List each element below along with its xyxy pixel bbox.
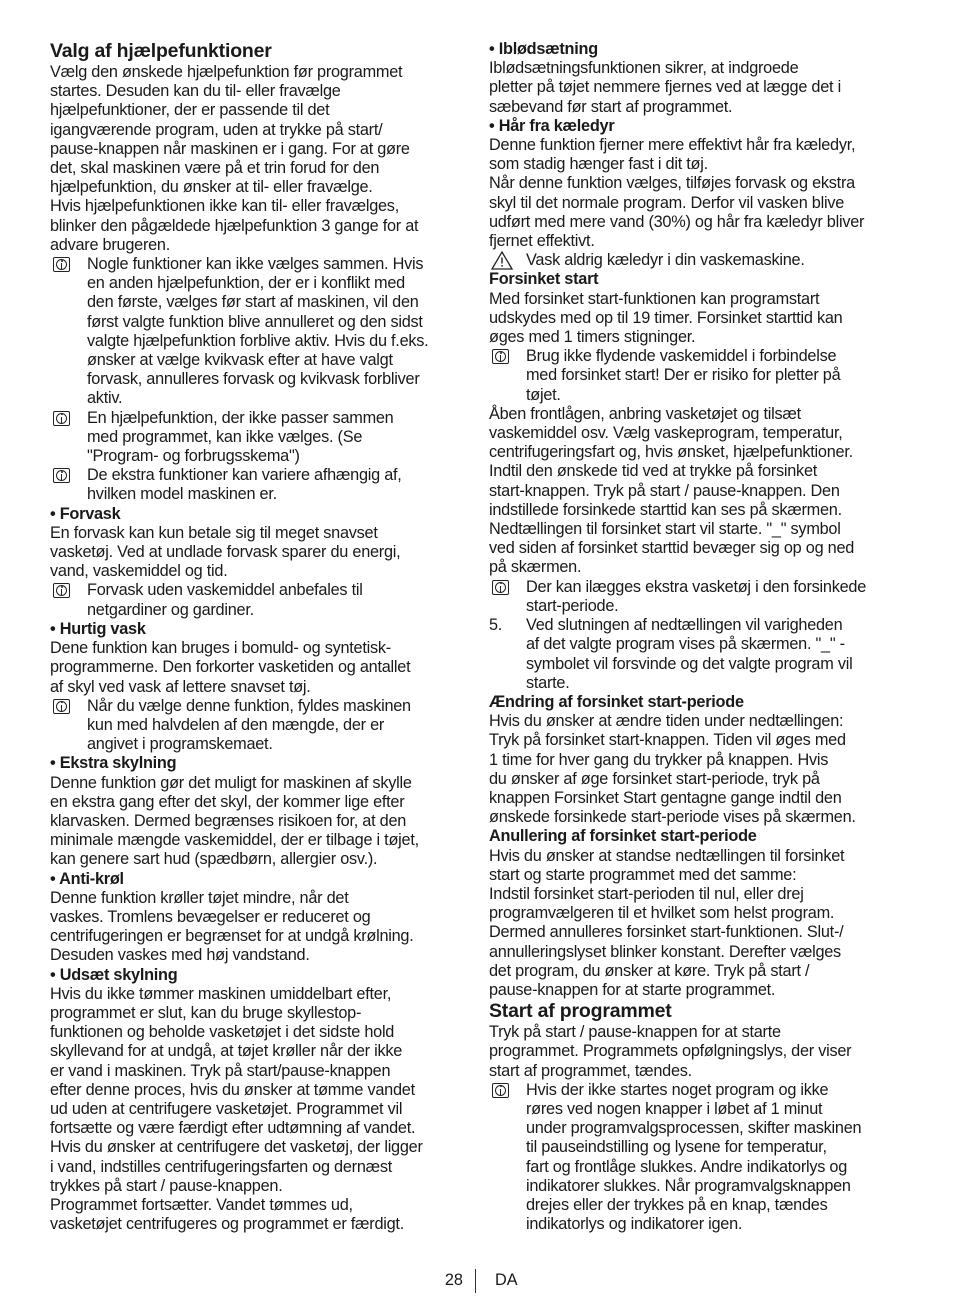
subheading-extra-rinse: • Ekstra skylning [50,754,177,773]
note-block [489,347,904,405]
step-number: 5. [489,616,503,635]
left-column [50,40,464,1234]
info-icon [492,1083,509,1098]
rinse-hold-text: Hvis du ikke tømmer maskinen umiddelbart efter, programmet er slut, kan du bruge skyllestop- funktionen og beholde vasketøjet i det sidste hold skyllevand for at undgå, at tøjet krøller når der ikke er vand i maskinen. Tryk på start/pause-knappen efter denne proces, hvis du ønsker at tømme vandet ud uden at centrifugere vasketøjet. Programmet vil fortsætte og være færdigt efter udtømning af vandet. Hvis du ønsker at centrifugere det vasketøj, der ligger i vand, indstilles centrifugeringsfarten og dernæst trykkes på start / pause-knappen. Programmet fortsætter. Vandet tømmes ud, vasketøjet centrifugeres og programmet er færdigt. [50,984,423,1234]
subheading-cancel-delay: Anullering af forsinket start-periode [489,827,757,846]
info-icon [53,411,70,426]
start-program-text: Tryk på start / pause-knappen for at starte programmet. Programmets opfølgningslys, der viser start af programmet, tændes. [489,1023,852,1080]
info-icon [53,583,70,598]
info-icon [492,349,509,364]
note-text: Brug ikke flydende vaskemiddel i forbindelse med forsinket start! Der er risiko for pletter på tøjet. [526,347,841,404]
prewash-text: En forvask kan kun betale sig til meget snavset vasketøj. Ved at undlade forvask sparer du energi, vand, vaskemiddel og tid. [50,523,401,581]
note-text: Når du vælge denne funktion, fyldes maskinen kun med halvdelen af den mængde, der er angivet i programskemaet. [87,696,411,754]
note-text: De ekstra funktioner kan variere afhængig af, hvilken model maskinen er. [87,466,402,504]
note-text: En hjælpefunktion, der ikke passer sammen med programmet, kan ikke vælges. (Se "Program- og forbrugsskema") [87,408,394,466]
subheading-delayed-start: Forsinket start [489,270,599,289]
note-block [489,1081,904,1235]
info-icon [53,468,70,483]
section-title-auxiliary-functions: Valg af hjælpefunktioner [50,40,272,62]
note-block [50,581,464,619]
numbered-step [489,616,904,693]
quick-wash-text: Dene funktion kan bruges i bomuld- og syntetisk- programmerne. Den forkorter vasketiden og antallet af skyl ved vask af lettere snavset tøj. [50,639,411,696]
note-text: Forvask uden vaskemiddel anbefales til netgardiner og gardiner. [87,581,363,619]
info-icon [53,699,70,714]
change-delay-text: Hvis du ønsker at ændre tiden under nedtællingen: Tryk på forsinket start-knappen. Tiden vil øges med 1 time for hver gang du trykker på knappen. Hvis du ønsker af øge forsinket start-periode, tryk på knappen Forsinket Start gentagne gange indtil den ønskede forsinkede start-periode vises på skærmen. [489,712,856,827]
note-text: Hvis der ikke startes noget program og ikke røres ved nogen knapper i løbet af 1 minut under programvalgsprocessen, skifter maskinen til pauseindstilling og lysene for temperatur, fart og frontlåge slukkes. Andre indikatorlys og indikatorer slukkes. Når programvalgsknappen drejes eller der trykkes på en knap, tændes indikatorlys og indikatorer igen. [526,1080,862,1234]
language-code: DA [495,1271,518,1289]
page-footer [0,1271,954,1295]
delayed-start-procedure: Åben frontlågen, anbring vasketøjet og tilsæt vaskemiddel osv. Vælg vaskeprogram, temperatur, centrifugeringsfart og, hvis ønsket, hjælpefunktioner. Indtil den ønskede tid ved at trykke på forsinket start-knappen. Tryk på start / pause-knappen. Den indstillede forsinkede starttid kan ses på skærmen. Nedtællingen til forsinket start vil starte. "_" symbol ved siden af forsinket starttid bevæger sig op og ned på skærmen. [489,404,855,577]
subheading-soak: • Iblødsætning [489,40,598,58]
section-title-start-program: Start af programmet [489,1000,672,1023]
note-block [489,578,904,616]
cancel-delay-text: Hvis du ønsker at standse nedtællingen til forsinket start og starte programmet med det samme: Indstil forsinket start-perioden til nul, eller drej programvælgeren til et hvilket som helst program. Dermed annulleres forsinket start-funktionen. Slut-/ annulleringslyset blinker konstant. Derefter vælges det program, du ønsker at køre. Tryk på start / pause-knappen for at starte programmet. [489,846,845,999]
subheading-anti-crease: • Anti-krøl [50,869,124,888]
subheading-change-delay: Ændring af forsinket start-periode [489,692,744,711]
note-block [50,466,464,504]
page-number: 28 [444,1271,463,1289]
anti-crease-text: Denne funktion krøller tøjet mindre, når det vaskes. Tromlens bevægelser er reduceret og centrifugeringen er begrænset for at undgå krølning. Desuden vaskes med høj vandstand. [50,888,414,965]
note-block [50,255,464,409]
info-icon [53,257,70,272]
info-icon [492,580,509,595]
intro-text: Vælg den ønskede hjælpefunktion før programmet startes. Desuden kan du til- eller fravælge hjælpefunktioner, der er passende til det igangværende program, uden at trykke på start/ pause-knappen når maskinen er i gang. For at gøre det, skal maskinen være på et trin forud for den hjælpefunktion, du ønsker at til- eller fravælge. Hvis hjælpefunktionen ikke kan til- eller fravælges, blinker den pågældede hjælpefunktion 3 gange for at advare brugeren. [50,63,419,254]
soak-text: Iblødsætningsfunktionen sikrer, at indgroede pletter på tøjet nemmere fjernes ved at lægge det i sæbevand før start af programmet. [489,59,841,116]
extra-rinse-text: Denne funktion gør det muligt for maskinen af skylle en ekstra gang efter det skyl, der kommer lige efter klarvasken. Dermed begrænses risikoen for, at den minimale mængde vaskemiddel, der er tilbage i tøjet, kan genere sart hud (spædbørn, allergier osv.). [50,773,419,869]
right-column [489,40,904,1234]
note-block [50,409,464,467]
step-text: Ved slutningen af nedtællingen vil varigheden af det valgte program vises på skærmen. "_" - symbolet vil forsvinde og det valgte program vil starte. [526,616,853,692]
note-text: Der kan ilægges ekstra vasketøj i den forsinkede start-periode. [526,577,867,615]
subheading-pet-hair: • Hår fra kæledyr [489,116,615,135]
subheading-prewash: • Forvask [50,504,121,523]
note-block [50,697,464,755]
note-text: Nogle funktioner kan ikke vælges sammen. Hvis en anden hjælpefunktion, der er i konflikt med den første, vælges før start af maskinen, vil den først valgte funktion blive annulleret og den sidst valgte hjælpefunktion forblive aktiv. Hvis du f.eks. ønsker at vælge kvikvask efter at have valgt forvask, annulleres forvask og kvikvask forbliver aktiv. [87,255,429,408]
warning-text: Vask aldrig kæledyr i din vaskemaskine. [526,251,805,270]
subheading-rinse-hold: • Udsæt skylning [50,965,178,984]
warning-block [489,251,904,270]
pet-hair-text: Denne funktion fjerner mere effektivt hår fra kæledyr, som stadig hænger fast i dit tøj. Når denne funktion vælges, tilføjes forvask og ekstra skyl til det normale program. Derfor vil vasken blive udført med mere vand (30%) og hår fra kæledyr bliver fjernet effektivt. [489,136,865,251]
warning-triangle-icon [491,251,513,270]
footer-divider [475,1269,476,1293]
delayed-start-text: Med forsinket start-funktionen kan programstart udskydes med op til 19 timer. Forsinket starttid kan øges med 1 timers stigninger. [489,289,843,347]
subheading-quick-wash: • Hurtig vask [50,619,146,638]
